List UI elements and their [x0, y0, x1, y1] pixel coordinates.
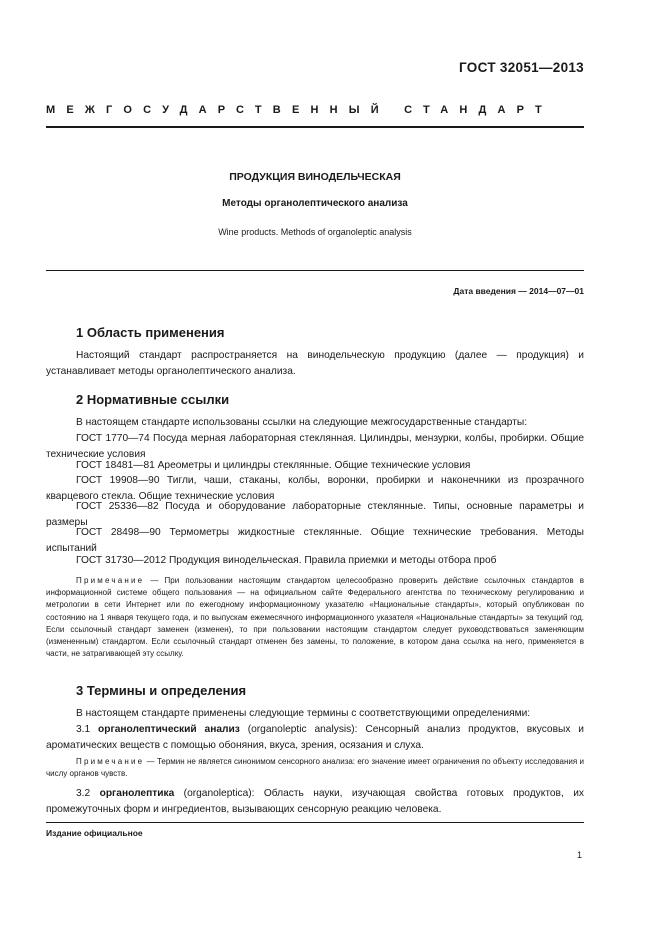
document-subtitle: Методы органолептического анализа: [222, 198, 408, 209]
term-name: органолептический анализ: [98, 724, 240, 735]
term-3-2: [46, 786, 584, 817]
note-text: — Термин не является синонимом сенсорного анализа: его значение имеет ограничения по объекту исследования и числу органов чувств.: [46, 757, 584, 779]
page-number: 1: [576, 850, 582, 860]
term-number: 3.2: [76, 788, 91, 799]
introduction-date: Дата введения — 2014—07—01: [453, 286, 584, 296]
note-label: Примечание: [76, 757, 145, 766]
standard-code: ГОСТ 32051—2013: [459, 60, 584, 75]
reference-item: ГОСТ 18481—81 Ареометры и цилиндры стеклянные. Общие технические условия: [76, 460, 471, 471]
reference-item: ГОСТ 1770—74 Посуда мерная лабораторная стеклянная. Цилиндры, мензурки, колбы, пробирки. Общие технические условия: [46, 433, 584, 460]
section-2-intro: В настоящем стандарте использованы ссылки на следующие межгосударственные стандарты:: [76, 417, 528, 428]
section-2-note: [46, 575, 584, 660]
term-3-1: [46, 722, 584, 753]
header-rule: [46, 126, 584, 128]
term-name: органолептика: [99, 788, 175, 799]
section-2-heading: 2 Нормативные ссылки: [76, 392, 230, 407]
interstate-standard-banner: МЕЖГОСУДАРСТВЕННЫЙ СТАНДАРТ: [46, 104, 553, 116]
term-definition: (organoleptic analysis): Сенсорный анализ продуктов, вкусовых и ароматических веществ с помощью обоняния, вкуса, зрения, осязания и слуха.: [46, 724, 584, 751]
section-1-text: Настоящий стандарт распространяется на винодельческую продукцию (далее — продукция) и устанавливает методы органолептического анализа.: [46, 350, 584, 377]
section-1-heading: 1 Область применения: [76, 325, 225, 340]
term-number: 3.1: [76, 724, 91, 735]
reference-item: ГОСТ 25336—82 Посуда и оборудование лабораторные стеклянные. Типы, основные параметры и размеры: [46, 501, 584, 528]
english-title: Wine products. Methods of organoleptic analysis: [218, 227, 412, 237]
footer-rule: [46, 822, 584, 823]
reference-item: ГОСТ 19908—90 Тигли, чаши, стаканы, колбы, воронки, пробирки и наконечники из прозрачного кварцевого стекла. Общие технические условия: [46, 475, 584, 502]
official-edition-label: Издание официальное: [46, 828, 143, 838]
reference-item: ГОСТ 31730—2012 Продукция винодельческая. Правила приемки и методы отбора проб: [76, 555, 497, 566]
title-rule: [46, 270, 584, 271]
term-definition: (organoleptica): Область науки, изучающая свойства готовых продуктов, их промежуточных форм и ингредиентов, вызывающих сенсорную реакцию человека.: [46, 788, 584, 815]
section-3-heading: 3 Термины и определения: [76, 683, 247, 698]
reference-item: ГОСТ 28498—90 Термометры жидкостные стеклянные. Общие технические требования. Методы испытаний: [46, 527, 584, 554]
section-3-intro: В настоящем стандарте применены следующие термины с соответствующими определениями:: [76, 708, 531, 719]
section-3-note: [46, 756, 584, 780]
note-label: Примечание: [76, 576, 145, 585]
document-title: ПРОДУКЦИЯ ВИНОДЕЛЬЧЕСКАЯ: [229, 171, 401, 183]
note-text: — При пользовании настоящим стандартом целесообразно проверить действие ссылочных стандартов в информационной системе общего пользования — на официальном сайте Федерального агентства по техническому регулированию и метрологии в сети Интернет или по ежегодному информационному указателю «Национальные стандарты», который опубликован по состоянию на 1 января текущего года, и по выпускам ежемесячного информационного указателя «Национальные стандарты» за текущий год. Если ссылочный стандарт заменен (изменен), то при пользовании настоящим стандартом следует руководствоваться заменяющим (измененным) стандартом. Если ссылочный стандарт отменен без замены, то положение, в котором дана ссылка на него, применяется в части, не затрагивающей эту ссылку.: [46, 576, 584, 659]
